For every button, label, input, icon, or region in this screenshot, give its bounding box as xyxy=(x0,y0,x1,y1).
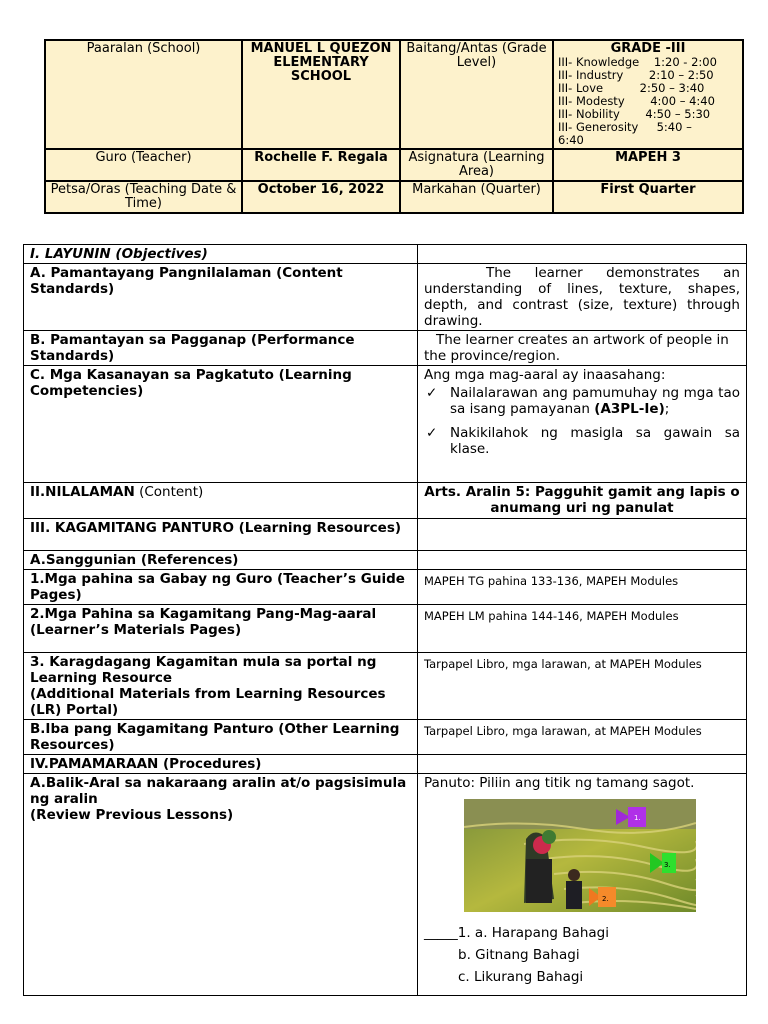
competency-text: Nailalarawan ang pamumuhay ng mga tao sa isang pamayanan xyxy=(450,385,740,417)
checkmark-icon: ✓ xyxy=(426,425,438,441)
date-value: October 16, 2022 xyxy=(242,181,400,213)
tg-pages-label: 1.Mga pahina sa Gabay ng Guro (Teacher’s Guide Pages) xyxy=(24,570,418,605)
empty-cell xyxy=(418,755,747,774)
grade-label: Baitang/Antas (Grade Level) xyxy=(400,40,553,149)
quarter-label: Markahan (Quarter) xyxy=(400,181,553,213)
date-label: Petsa/Oras (Teaching Date & Time) xyxy=(45,181,242,213)
arrow-3-icon xyxy=(650,853,676,873)
grade-section: III- Generosity 5:40 – xyxy=(558,120,692,134)
answer-line-1: _____1. a. Harapang Bahagi xyxy=(424,925,609,941)
objectives-title: I. LAYUNIN (Objectives) xyxy=(24,245,418,264)
arrow-label: 3. xyxy=(664,861,671,869)
other-resources-label: B.Iba pang Kagamitang Panturo (Other Learning Resources) xyxy=(24,720,418,755)
lr-portal-text: Tarpapel Libro, mga larawan, at MAPEH Modules xyxy=(418,653,747,720)
lesson-header-table xyxy=(44,39,744,214)
review-cell xyxy=(418,774,747,996)
grade-title: GRADE -III xyxy=(610,41,686,56)
grade-section: III- Love 2:50 – 3:40 xyxy=(558,81,705,95)
checkmark-icon: ✓ xyxy=(426,385,438,401)
performance-standards-label: B. Pamantayan sa Pagganap (Performance Standards) xyxy=(24,331,418,366)
content-text: Arts. Aralin 5: Pagguhit gamit ang lapis o anumang uri ng panulat xyxy=(418,483,747,519)
competencies-list xyxy=(424,385,740,457)
grade-section: III- Nobility 4:50 – 5:30 xyxy=(558,107,711,121)
content-label-rest: (Content) xyxy=(134,484,204,500)
grade-section: III- Industry 2:10 – 2:50 xyxy=(558,68,714,82)
content-standards-label: A. Pamantayang Pangnilalaman (Content Standards) xyxy=(24,264,418,331)
competency-code: (A3PL-Ie) xyxy=(594,401,665,417)
lm-pages-label: 2.Mga Pahina sa Kagamitang Pang-Mag-aaral (Learner’s Materials Pages) xyxy=(24,605,418,653)
terrace-farmers-photo xyxy=(464,799,696,912)
grade-cell xyxy=(553,40,743,149)
references-label: A.Sanggunian (References) xyxy=(24,551,418,570)
answer-option-b: b. Gitnang Bahagi xyxy=(458,947,580,963)
grade-section: 6:40 xyxy=(558,133,584,147)
competency-punct: ; xyxy=(664,401,670,417)
tg-pages-text: MAPEH TG pahina 133-136, MAPEH Modules xyxy=(418,570,747,605)
content-label-bold: II.NILALAMAN xyxy=(30,484,135,500)
empty-cell xyxy=(418,245,747,264)
review-label: A.Balik-Aral sa nakaraang aralin at/o pagsisimula ng aralin (Review Previous Lessons) xyxy=(24,774,418,996)
lm-pages-text: MAPEH LM pahina 144-146, MAPEH Modules xyxy=(418,605,747,653)
performance-standards-text: The learner creates an artwork of people in the province/region. xyxy=(418,331,747,366)
content-label xyxy=(24,483,418,519)
procedures-label: IV.PAMAMARAAN (Procedures) xyxy=(24,755,418,774)
competencies-cell xyxy=(418,366,747,483)
school-label: Paaralan (School) xyxy=(45,40,242,149)
teacher-label: Guro (Teacher) xyxy=(45,149,242,181)
content-standards-text: The learner demonstrates an understanding of lines, texture, shapes, depth, and contrast (size, texture) through drawing. xyxy=(418,264,747,331)
empty-cell xyxy=(418,551,747,570)
grade-section: III- Knowledge 1:20 - 2:00 xyxy=(558,55,717,69)
review-instruction: Panuto: Piliin ang titik ng tamang sagot. xyxy=(424,775,695,791)
lesson-plan-table xyxy=(23,244,747,996)
school-value: MANUEL L QUEZON ELEMENTARY SCHOOL xyxy=(242,40,400,149)
resources-label: III. KAGAMITANG PANTURO (Learning Resources) xyxy=(24,519,418,551)
competency-text: Nakikilahok ng masigla sa gawain sa klase. xyxy=(450,425,740,457)
area-value: MAPEH 3 xyxy=(553,149,743,181)
lr-portal-label: 3. Karagdagang Kagamitan mula sa portal ng Learning Resource (Additional Materials from Learning Resources (LR) Portal) xyxy=(24,653,418,720)
competency-item xyxy=(424,425,740,457)
competency-item xyxy=(424,385,740,417)
arrow-label: 1. xyxy=(634,814,641,822)
quarter-value: First Quarter xyxy=(553,181,743,213)
competencies-intro: Ang mga mag-aaral ay inaasahang: xyxy=(424,367,666,383)
competencies-label: C. Mga Kasanayan sa Pagkatuto (Learning Competencies) xyxy=(24,366,418,483)
area-label: Asignatura (Learning Area) xyxy=(400,149,553,181)
teacher-value: Rochelle F. Regala xyxy=(242,149,400,181)
arrow-label: 2. xyxy=(602,895,609,903)
grade-section: III- Modesty 4:00 – 4:40 xyxy=(558,94,715,108)
empty-cell xyxy=(418,519,747,551)
other-resources-text: Tarpapel Libro, mga larawan, at MAPEH Modules xyxy=(418,720,747,755)
answer-option-c: c. Likurang Bahagi xyxy=(458,969,584,985)
